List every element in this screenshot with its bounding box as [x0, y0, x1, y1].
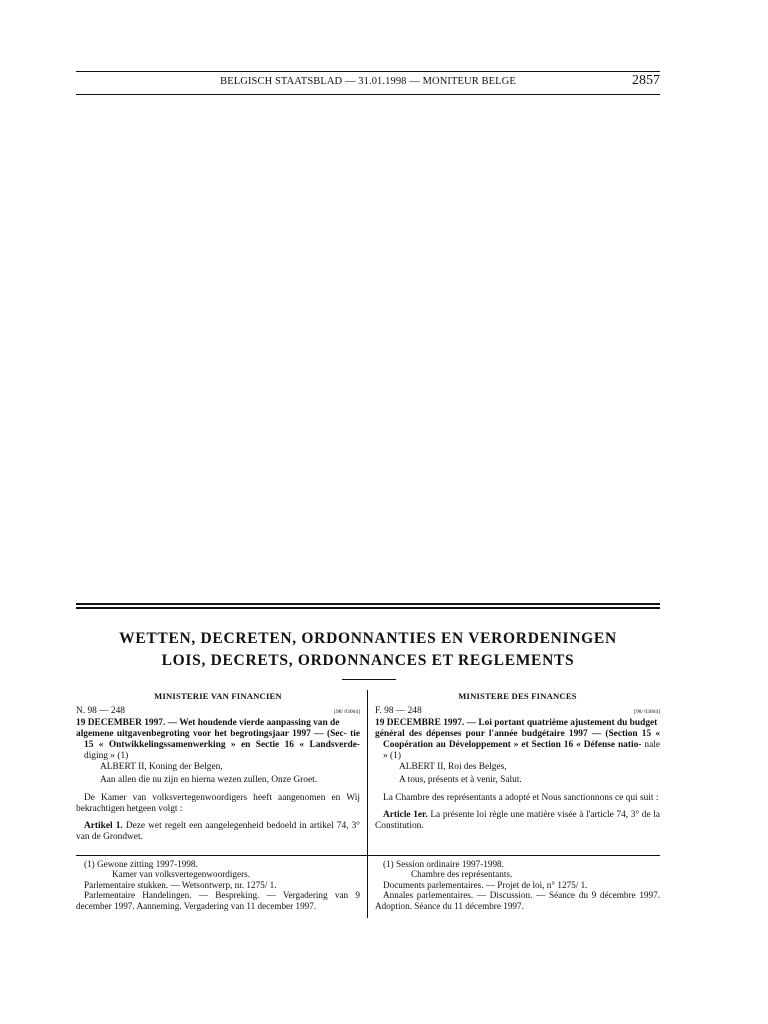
- act-heading-fr-line: « Coopération au Développement » et Section 16 « Défense natio-: [383, 729, 661, 750]
- greeting-nl: Aan allen die nu zijn en hierna wezen zullen, Onze Groet.: [100, 775, 318, 785]
- article-label-nl: Artikel 1.: [84, 821, 123, 831]
- act-heading-fr-line: nale » (1): [383, 740, 660, 761]
- act-number-line-nl: [76, 706, 360, 717]
- footnote-fr-docs: Documents parlementaires. — Projet de loi, n° 1275/ 1.: [383, 879, 588, 890]
- title-short-rule: [342, 679, 396, 680]
- section-rule-bottom: [76, 607, 660, 609]
- enactment-fr: La Chambre des représentants a adopté et Nous sanctionnons ce qui suit :: [383, 793, 659, 803]
- act-heading-fr-line: 19 DECEMBRE 1997. — Loi portant quatrième ajustement du budget: [375, 718, 658, 728]
- section-title-fr: LOIS, DECRETS, ORDONNANCES ET REGLEMENTS: [161, 652, 575, 669]
- act-heading-nl-line: 19 DECEMBER 1997. — Wet houdende vierde aanpassing van de: [76, 718, 340, 728]
- act-heading-fr-line: [375, 729, 660, 762]
- article-1-fr: [375, 810, 660, 832]
- footnote-nl-session: (1) Gewone zitting 1997-1998.: [84, 859, 198, 869]
- article-1-nl: [76, 821, 360, 843]
- act-number-line-fr: [375, 706, 660, 717]
- section-title-nl: WETTEN, DECRETEN, ORDONNANTIES EN VERORDENINGEN: [119, 630, 617, 647]
- footnote-fr-session: (1) Session ordinaire 1997-1998.: [383, 859, 504, 869]
- article-text-fr: La présente loi règle une matière visée à l'article 74, 3° de la Constitution.: [375, 810, 661, 831]
- act-heading-nl-line: [76, 729, 360, 762]
- header-bottom-rule: [76, 94, 660, 95]
- act-number-fr: F. 98 — 248: [375, 706, 422, 716]
- footnote-nl-docs: Parlementaire stukken. — Wetsontwerp, nr. 1275/ 1.: [84, 879, 277, 890]
- act-heading-fr: [375, 718, 660, 762]
- ministry-nl: MINISTERIE VAN FINANCIEN: [154, 691, 282, 701]
- greeting-fr: A tous, présents et à venir, Salut.: [399, 775, 522, 785]
- ministry-fr: MINISTERE DES FINANCES: [458, 691, 577, 701]
- act-ref-fr: [98/ 03004]: [634, 709, 660, 715]
- act-number-nl: N. 98 — 248: [76, 706, 125, 716]
- act-heading-nl-line: tie 15 « Ontwikkelingssamenwerking » en Sectie 16 « Landsverde-: [84, 729, 361, 750]
- footnote-nl-proceedings: Parlementaire Handelingen. — Bespreking. — Vergadering van 9 december 1997. Aanneming. Vergadering van 11 december 1997.: [76, 890, 360, 911]
- page-number: 2857: [632, 73, 660, 88]
- act-heading-nl-line: diging » (1): [84, 751, 129, 761]
- footnote-nl-chamber: Kamer van volksvertegenwoordigers.: [112, 869, 251, 880]
- footnotes-fr: [375, 859, 660, 911]
- section-rule-top: [76, 603, 660, 605]
- column-nl: [76, 691, 360, 843]
- article-text-nl: Deze wet regelt een aangelegenheid bedoeld in artikel 74, 3° van de Grondwet.: [76, 821, 361, 842]
- act-heading-nl-line: algemene uitgavenbegroting voor het begrotingsjaar 1997 — (Sec-: [76, 729, 347, 739]
- footnotes-nl: [76, 859, 360, 911]
- footnote-fr-chamber: Chambre des représentants.: [411, 869, 513, 880]
- king-nl: ALBERT II, Koning der Belgen,: [100, 762, 223, 772]
- footnote-rule: [76, 855, 660, 856]
- act-heading-fr-line: général des dépenses pour l'année budgétaire 1997 — (Section 15: [375, 729, 652, 739]
- column-divider: [367, 690, 368, 918]
- article-label-fr: Article 1er.: [383, 810, 428, 820]
- header-rule: [76, 71, 660, 72]
- act-heading-nl: [76, 718, 360, 762]
- enactment-nl: De Kamer van volksvertegenwoordigers heeft aangenomen en Wij bekrachtigen hetgeen volgt :: [76, 793, 360, 814]
- running-head: BELGISCH STAATSBLAD — 31.01.1998 — MONITEUR BELGE: [220, 76, 516, 87]
- footnote-fr-proceedings: Annales parlementaires. — Discussion. — Séance du 9 décembre 1997. Adoption. Séance du 11 décembre 1997.: [375, 890, 660, 911]
- column-fr: [375, 691, 660, 832]
- king-fr: ALBERT II, Roi des Belges,: [399, 762, 507, 772]
- act-ref-nl: [98/ 03004]: [334, 709, 360, 715]
